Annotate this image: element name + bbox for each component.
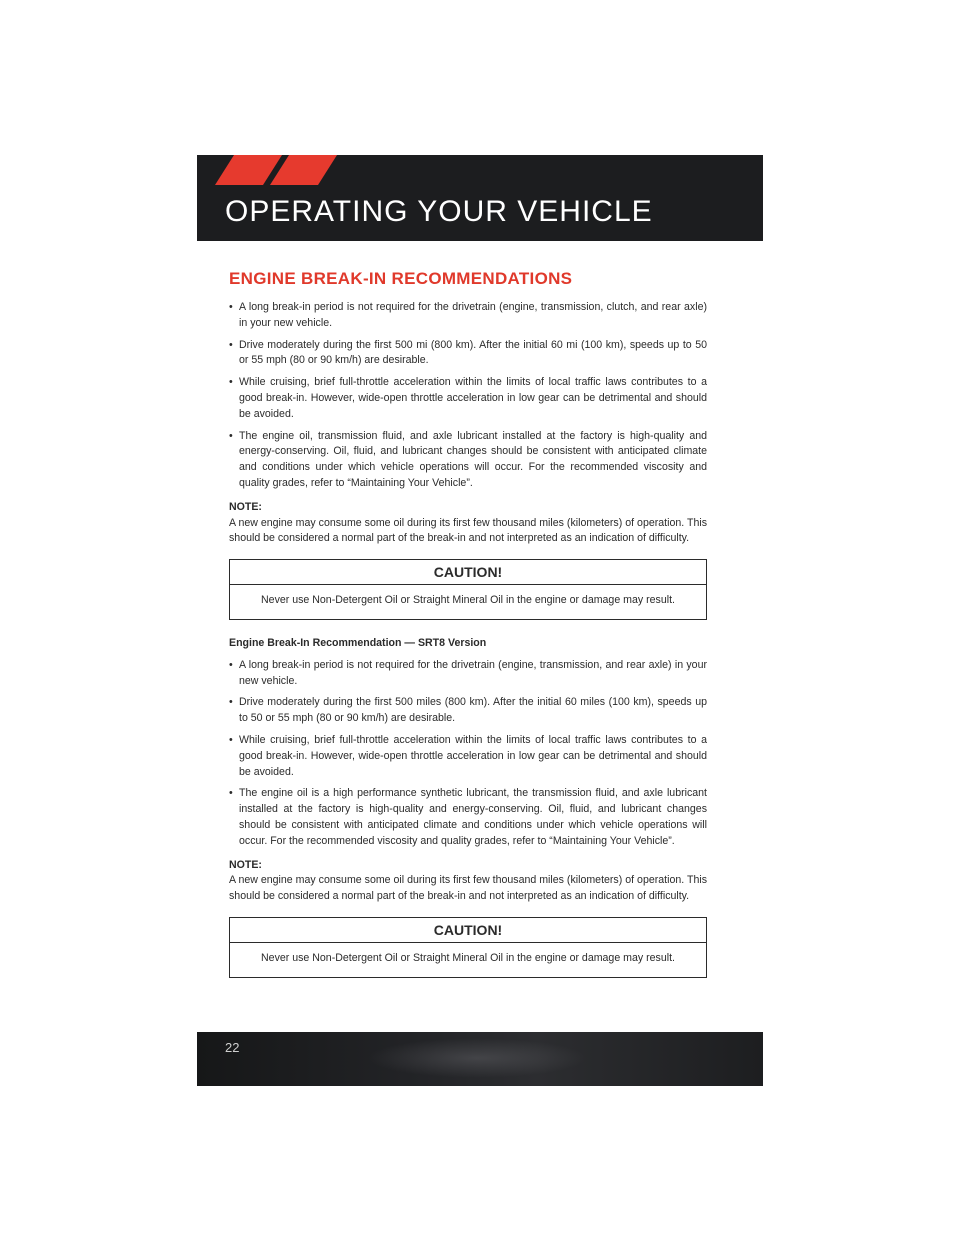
main-content bbox=[229, 268, 707, 994]
note-text: A new engine may consume some oil during its first few thousand miles (kilometers) of operation. This should be considered a normal part of the break-in and not interpreted as an indication of difficulty. bbox=[229, 516, 707, 545]
list-item: • While cruising, brief full-throttle acceleration within the limits of local traffic laws contributes to a good break-in. However, wide-open throttle acceleration in low gear can be detrimental and should be avoided. bbox=[229, 376, 707, 420]
list-item: • The engine oil is a high performance synthetic lubricant, the transmission fluid, and axle lubricant installed at the factory is high-quality and energy-conserving. Oil, fluid, and lubricant changes should be consistent with anticipated climate and conditions under which vehicle operations will occur. For the recommended viscosity and quality grades, refer to “Maintaining Your Vehicle”. bbox=[229, 787, 707, 847]
caution-title: CAUTION! bbox=[230, 918, 706, 943]
page-header-title: OPERATING YOUR VEHICLE bbox=[225, 195, 653, 228]
note-label: NOTE: bbox=[229, 500, 262, 513]
caution-box bbox=[229, 559, 707, 620]
list-item-text: While cruising, brief full-throttle acceleration within the limits of local traffic laws contributes to a good break-in. However, wide-open throttle acceleration in low gear can be detrimental and should be avoided. bbox=[239, 376, 707, 420]
caution-box bbox=[229, 917, 707, 978]
list-item: • The engine oil, transmission fluid, and axle lubricant installed at the factory is high-quality and energy-conserving. Oil, fluid, and lubricant changes should be consistent with anticipated climate and conditions under which vehicle operations will occur. For the recommended viscosity and quality grades, refer to “Maintaining Your Vehicle”. bbox=[229, 429, 707, 489]
section-header-band bbox=[197, 155, 763, 241]
footer-photo-highlight bbox=[367, 1038, 587, 1078]
srt8-break-in-list bbox=[229, 658, 707, 850]
section-title: ENGINE BREAK-IN RECOMMENDATIONS bbox=[229, 269, 573, 288]
list-item-text: A long break-in period is not required for the drivetrain (engine, transmission, and rear axle) in your new vehicle. bbox=[239, 658, 707, 687]
list-item: • While cruising, brief full-throttle acceleration within the limits of local traffic laws contributes to a good break-in. However, wide-open throttle acceleration in low gear can be detrimental and should be avoided. bbox=[229, 733, 707, 778]
list-item: • Drive moderately during the first 500 miles (800 km). After the initial 60 miles (100 km), speeds up to 50 or 55 mph (80 or 90 km/h) are desirable. bbox=[229, 696, 707, 725]
list-item-text: Drive moderately during the first 500 miles (800 km). After the initial 60 miles (100 km), speeds up to 50 or 55 mph (80 or 90 km/h) are desirable. bbox=[239, 696, 707, 725]
footer-band bbox=[197, 1032, 763, 1086]
note-text: A new engine may consume some oil during its first few thousand miles (kilometers) of operation. This should be considered a normal part of the break-in and not interpreted as an indication of difficulty. bbox=[229, 874, 707, 903]
break-in-list bbox=[229, 300, 707, 492]
list-item-text: While cruising, brief full-throttle acceleration within the limits of local traffic laws contributes to a good break-in. However, wide-open throttle acceleration in low gear can be detrimental and should be avoided. bbox=[239, 733, 707, 778]
list-item: • A long break-in period is not required for the drivetrain (engine, transmission, and rear axle) in your new vehicle. bbox=[229, 658, 707, 687]
caution-title: CAUTION! bbox=[230, 560, 706, 585]
list-item-text: The engine oil is a high performance synthetic lubricant, the transmission fluid, and axle lubricant installed at the factory is high-quality and energy-conserving. Oil, fluid, and lubricant changes should be consistent with anticipated climate and conditions under which vehicle operations will occur. For the recommended viscosity and quality grades, refer to “Maintaining Your Vehicle”. bbox=[239, 787, 707, 847]
list-item-text: A long break-in period is not required for the drivetrain (engine, transmission, clutch, and rear axle) in your new vehicle. bbox=[239, 301, 707, 329]
caution-text: Never use Non-Detergent Oil or Straight Mineral Oil in the engine or damage may result. bbox=[261, 594, 675, 607]
srt8-heading: Engine Break-In Recommendation — SRT8 Version bbox=[229, 636, 487, 649]
page-number: 22 bbox=[225, 1040, 240, 1055]
caution-text: Never use Non-Detergent Oil or Straight Mineral Oil in the engine or damage may result. bbox=[261, 951, 675, 964]
list-item-text: Drive moderately during the first 500 mi (800 km). After the initial 60 mi (100 km), speeds up to 50 or 55 mph (80 or 90 km/h) are desirable. bbox=[239, 338, 707, 367]
list-item: • Drive moderately during the first 500 mi (800 km). After the initial 60 mi (100 km), speeds up to 50 or 55 mph (80 or 90 km/h) are desirable. bbox=[229, 338, 707, 367]
note-label: NOTE: bbox=[229, 858, 262, 871]
list-item: • A long break-in period is not required for the drivetrain (engine, transmission, clutch, and rear axle) in your new vehicle. bbox=[229, 301, 707, 329]
list-item-text: The engine oil, transmission fluid, and axle lubricant installed at the factory is high-quality and energy-conserving. Oil, fluid, and lubricant changes should be consistent with anticipated climate and conditions under which vehicle operations will occur. For the recommended viscosity and quality grades, refer to “Maintaining Your Vehicle”. bbox=[239, 429, 707, 489]
